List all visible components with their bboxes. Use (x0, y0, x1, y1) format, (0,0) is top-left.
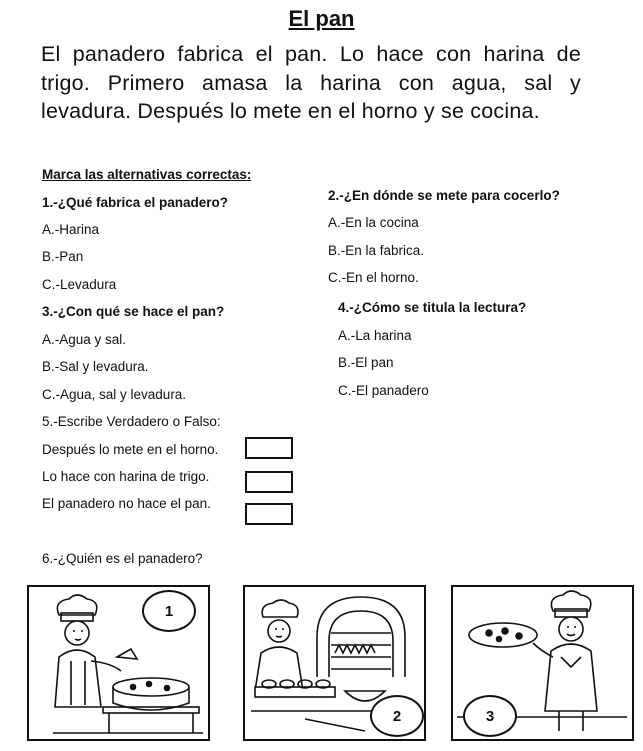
picture-frame-3[interactable] (451, 585, 634, 741)
question-1-option-b[interactable]: B.-Pan (42, 249, 84, 264)
picture-number-3: 3 (463, 695, 517, 737)
question-4-option-c[interactable]: C.-El panadero (338, 383, 429, 398)
picture-number-1: 1 (142, 590, 196, 632)
answer-box-2[interactable] (245, 471, 293, 493)
question-2-option-a[interactable]: A.-En la cocina (328, 215, 419, 230)
answer-box-3[interactable] (245, 503, 293, 525)
question-4: 4.-¿Cómo se titula la lectura? (338, 300, 527, 315)
question-4-option-b[interactable]: B.-El pan (338, 355, 394, 370)
question-3-option-a[interactable]: A.-Agua y sal. (42, 332, 127, 347)
answer-box-1[interactable] (245, 437, 293, 459)
page-title: El pan (288, 6, 355, 31)
statement-2: Lo hace con harina de trigo. (42, 469, 210, 484)
question-1-option-a[interactable]: A.-Harina (42, 222, 100, 237)
question-2-option-b[interactable]: B.-En la fabrica. (328, 243, 425, 258)
question-2-option-c[interactable]: C.-En el horno. (328, 270, 419, 285)
picture-frame-1[interactable] (27, 585, 210, 741)
question-1-option-c[interactable]: C.-Levadura (42, 277, 117, 292)
question-2: 2.-¿En dónde se mete para cocerlo? (328, 188, 560, 203)
reading-passage: El panadero fabrica el pan. Lo hace con harina de trigo. Primero amasa la harina con agua, sal y levadura. Después lo mete en el horno y se cocina. (41, 42, 581, 123)
question-3-option-c[interactable]: C.-Agua, sal y levadura. (42, 387, 187, 402)
picture-number-2: 2 (370, 695, 424, 737)
instruction-text: Marca las alternativas correctas: (42, 167, 252, 182)
question-3-option-b[interactable]: B.-Sal y levadura. (42, 359, 149, 374)
question-6: 6.-¿Quién es el panadero? (42, 551, 203, 566)
question-1: 1.-¿Qué fabrica el panadero? (42, 195, 229, 210)
question-5: 5.-Escribe Verdadero o Falso: (42, 414, 221, 429)
question-3: 3.-¿Con qué se hace el pan? (42, 304, 225, 319)
picture-frame-2[interactable] (243, 585, 426, 741)
statement-3: El panadero no hace el pan. (42, 496, 211, 511)
statement-1: Después lo mete en el horno. (42, 442, 219, 457)
question-4-option-a[interactable]: A.-La harina (338, 328, 412, 343)
